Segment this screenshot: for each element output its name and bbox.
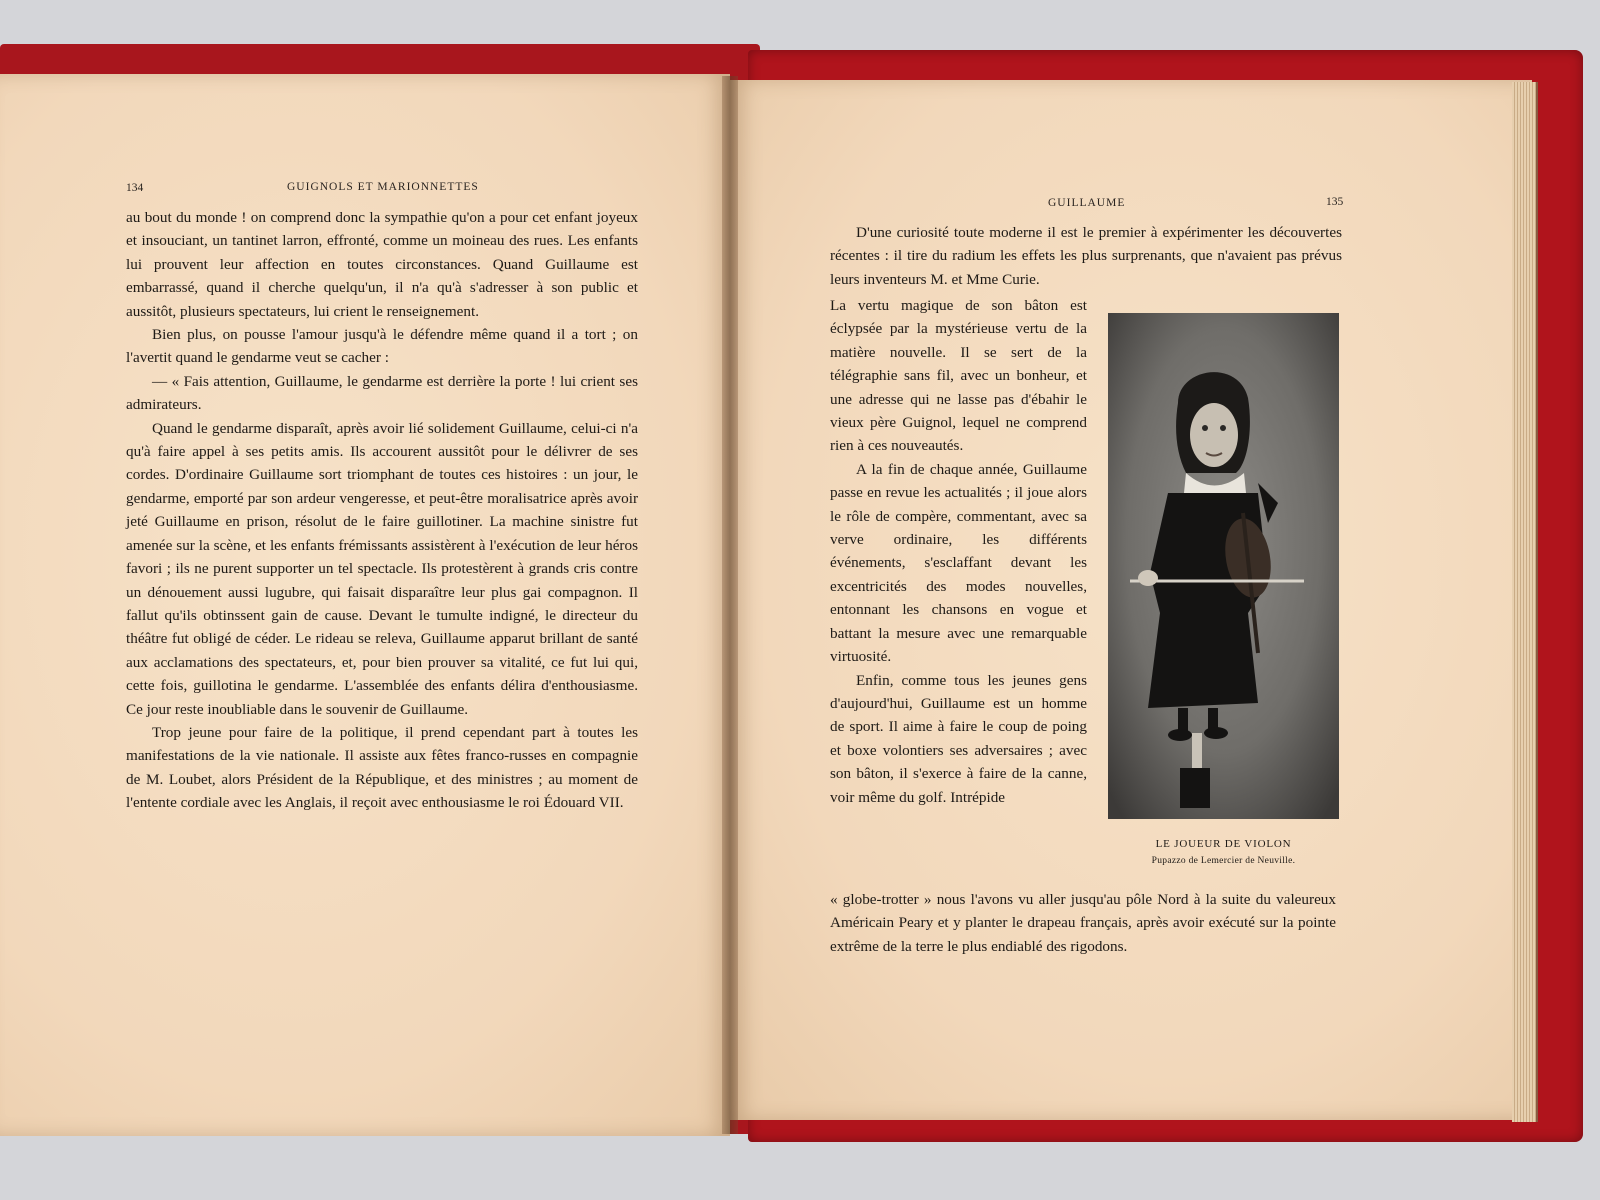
paragraph: « globe-trotter » nous l'avons vu aller jusqu'au pôle Nord à la suite du valeureux Américain Peary et y planter le drapeau français, après avoir exécuté sur la pointe extrême de la terre le plus endiablé des rigodons. [830,891,1336,955]
paragraph: Trop jeune pour faire de la politique, il prend cependant part à toutes les manifestations de la vie nationale. Il assiste aux fêtes franco-russes en compagnie de M. Loubet, alors Président de la République, et des ministres ; au moment de l'entente cordiale avec les Anglais, il reçoit avec enthousiasme le roi Édouard VII. [126,723,638,812]
right-column-text [830,294,1087,809]
figure-caption-title: LE JOUEUR DE VIOLON [1155,838,1292,850]
right-page-number: 135 [1326,196,1344,208]
paragraph: A la fin de chaque année, Guillaume passe en revue les actualités ; il joue alors le rôle de compère, commentant, avec sa verve ordinaire, les différents événements, s'esclaffant devant les excentricités des modes nouvelles, entonnant les chansons en vogue et battant la mesure avec une remarquable virtuosité. [830,460,1087,666]
paragraph: — « Fais attention, Guillaume, le gendarme est derrière la porte ! lui crient ses admirateurs. [126,372,638,414]
left-running-head: GUIGNOLS ET MARIONNETTES [287,181,479,193]
page-edges [1512,82,1538,1122]
paragraph: Bien plus, on pousse l'amour jusqu'à le défendre même quand il a tort ; on l'avertit quand le gendarme veut se cacher : [126,326,638,367]
right-running-head: GUILLAUME [1048,197,1126,209]
paragraph: Enfin, comme tous les jeunes gens d'aujourd'hui, Guillaume est un homme de sport. Il aime à faire le coup de poing et boxe volontiers ses adversaires ; avec son bâton, il s'exerce à faire de la canne, voir même du golf. Intrépide [830,671,1087,806]
left-page-text [126,206,638,815]
violinist-puppet-photo [1108,313,1339,819]
figure-caption-credit: Pupazzo de Lemercier de Neuville. [1151,856,1296,866]
paragraph: au bout du monde ! on comprend donc la sympathie qu'on a pour cet enfant joyeux et insouciant, un tantinet larron, effronté, comme un moineau des rues. Les enfants lui prouvent leur affection en toutes circonstances. Quand Guillaume est embarrassé, quand il cherche quelqu'un, il n'a qu'à s'adresser à son public et aussitôt, plusieurs spectateurs, lui crient le renseignement. [126,209,638,320]
paragraph: D'une curiosité toute moderne il est le premier à expérimenter les découvertes récentes : il tire du radium les effets les plus surprenants, que n'avaient pas prévus leurs inventeurs M. et Mme Curie. [830,224,1342,288]
right-top-paragraph [830,221,1342,291]
paragraph: La vertu magique de son bâton est éclypsée par la mystérieuse vertu de la matière nouvelle. Il se sert de la télégraphie sans fil, avec un bonheur, et une adresse qui ne lasse pas d'ébahir le vieux père Guignol, lequel ne comprend rien à ces nouveautés. [830,297,1087,455]
left-page-number: 134 [126,182,144,194]
right-bottom-paragraph [830,888,1336,958]
paragraph: Quand le gendarme disparaît, après avoir lié solidement Guillaume, celui-ci n'a qu'à faire appel à ses petits amis. Ils accourent aussitôt pour le délivrer de ses cordes. D'ordinaire Guillaume sort triomphant de toutes ces histoires : un jour, le gendarme, emporté par son ardeur vengeresse, et peut-être moralisatrice après avoir jeté Guillaume en prison, résolut de le faire guillotiner. La machine sinistre fut amenée sur la scène, et les enfants frémissants assistèrent à l'exécution de leur héros favori ; ils ne purent supporter un tel spectacle. Ils protestèrent à grands cris contre un dénouement aussi lugubre, qui faisait disparaître leur plus gai compagnon. Il fallut qu'ils obtinssent gain de cause. Devant le tumulte indigné, le directeur du théâtre fut obligé de céder. Le rideau se releva, Guillaume apparut brillant de santé aux acclamations des spectateurs, et, pour bien prouver sa vitalité, ce fut lui qui, cette fois, guillotina le gendarme. L'assemblée des enfants délira d'enthousiasme. Ce jour reste inoubliable dans le souvenir de Guillaume. [126,419,638,718]
book-gutter [722,76,738,1134]
